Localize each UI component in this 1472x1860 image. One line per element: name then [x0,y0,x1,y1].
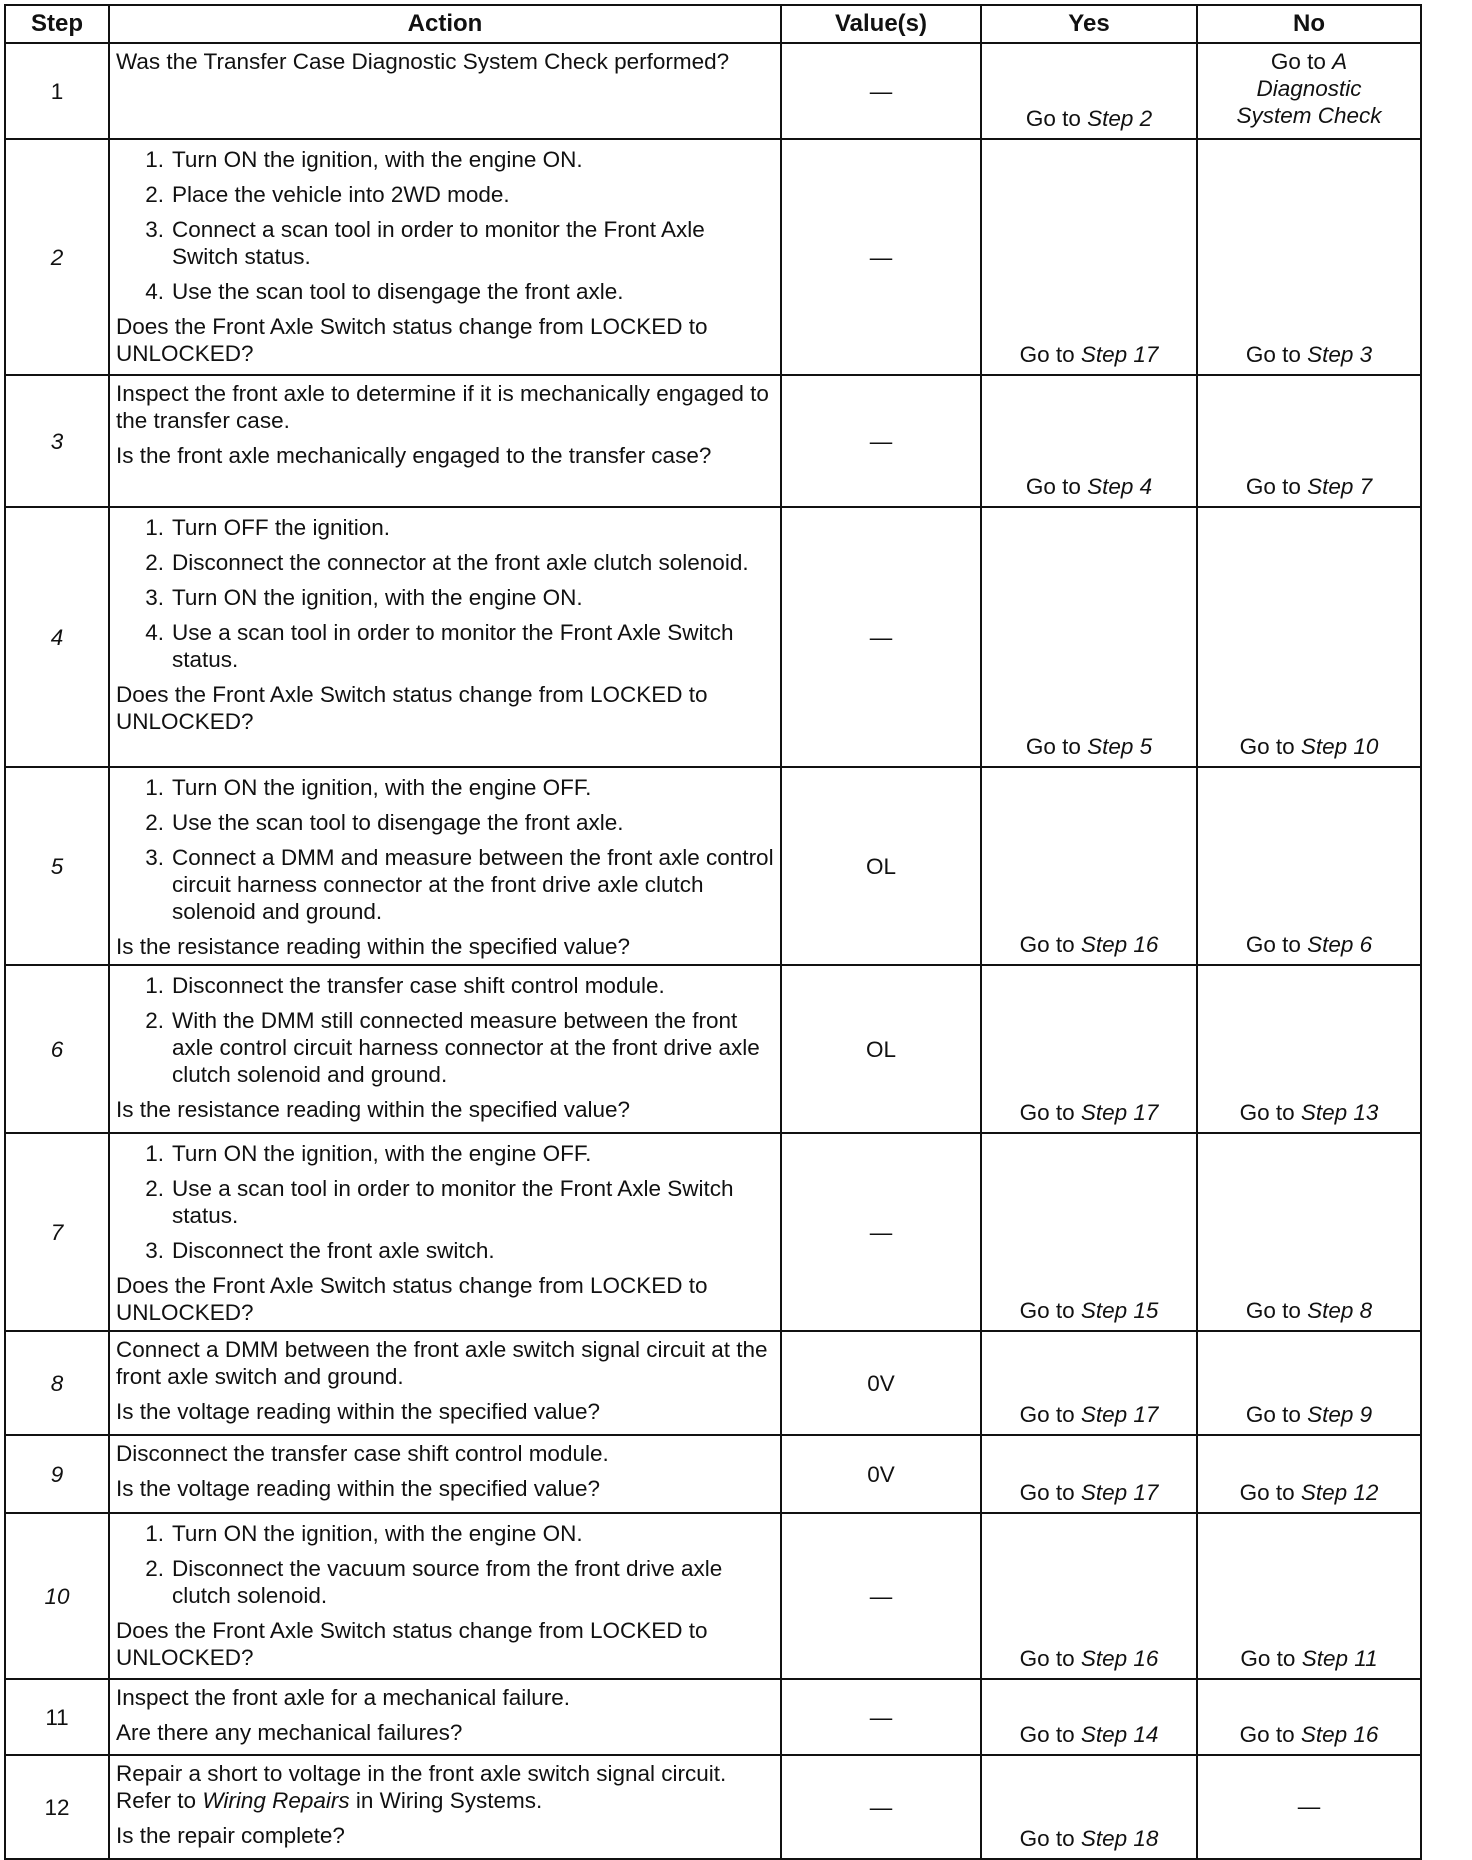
table-row [5,1331,1421,1435]
yes-step-link[interactable]: Step 17 [1080,342,1159,367]
yes-cell[interactable]: Go to Step 18 [981,1755,1197,1859]
no-step-link[interactable]: Step 8 [1307,1298,1373,1323]
step-number: 7 [5,1133,109,1331]
action-cell [109,43,781,139]
goto-label: Go to [1270,49,1326,74]
yes-cell[interactable]: Go to Step 17 [981,1435,1197,1513]
yes-step-link[interactable]: Step 15 [1080,1298,1159,1323]
question-text: Does the Front Axle Switch status change from LOCKED to UNLOCKED? [116,314,708,366]
list-item: 2. Disconnect the vacuum source from the front drive axle clutch solenoid. [145,1556,723,1608]
table-row [5,1435,1421,1513]
question-text: Is the voltage reading within the specified value? [116,1476,601,1501]
no-cell[interactable]: Go to Step 16 [1197,1679,1421,1755]
question-text: Does the Front Axle Switch status change from LOCKED to UNLOCKED? [116,682,708,734]
diagnostic-table [4,4,1422,1860]
value-cell: — [781,1755,981,1859]
step-number: 2 [5,139,109,375]
action-text: Was the Transfer Case Diagnostic System Check performed? [116,49,730,74]
no-cell[interactable]: Go to Step 9 [1197,1331,1421,1435]
action-text: Inspect the front axle for a mechanical failure. [116,1685,570,1710]
step-number: 6 [5,965,109,1133]
list-item: 1. Turn ON the ignition, with the engine OFF. [145,775,592,800]
value-cell: 0V [781,1331,981,1435]
action-cell [109,1755,781,1859]
no-step-link[interactable]: Step 11 [1301,1646,1378,1671]
value-cell: — [781,507,981,767]
yes-step-link[interactable]: Step 2 [1087,106,1153,131]
action-cell [109,1435,781,1513]
question-text: Is the resistance reading within the specified value? [116,1097,631,1122]
table-row [5,1513,1421,1679]
table-row [5,1133,1421,1331]
table-row [5,1679,1421,1755]
list-item: 2. Use a scan tool in order to monitor the Front Axle Switch status. [145,1176,734,1228]
no-step-link[interactable]: Step 7 [1307,474,1373,499]
no-step-link[interactable]: Step 13 [1300,1100,1379,1125]
table-row [5,767,1421,965]
question-text: Is the repair complete? [116,1823,345,1848]
no-step-link[interactable]: Step 12 [1300,1480,1379,1505]
question-text: Is the resistance reading within the specified value? [116,934,631,959]
value-cell: 0V [781,1435,981,1513]
no-step-link[interactable]: Step 16 [1300,1722,1379,1747]
yes-step-link[interactable]: Step 4 [1087,474,1153,499]
list-item: 1. Turn ON the ignition, with the engine ON. [145,1521,583,1546]
table-row [5,43,1421,139]
list-item: 1. Disconnect the transfer case shift control module. [145,973,665,998]
no-cell[interactable]: Go to Step 6 [1197,767,1421,965]
yes-cell[interactable]: Go to Step 5 [981,507,1197,767]
list-item: 1. Turn ON the ignition, with the engine ON. [145,147,583,172]
yes-cell[interactable]: Go to Step 17 [981,965,1197,1133]
header-no: No [1197,5,1421,43]
header-yes: Yes [981,5,1197,43]
list-item: 3. Turn ON the ignition, with the engine ON. [145,585,583,610]
value-cell: — [781,1133,981,1331]
list-item: 3. Connect a scan tool in order to monitor the Front Axle Switch status. [145,217,705,269]
no-cell[interactable]: Go to Step 13 [1197,965,1421,1133]
list-item: 3. Connect a DMM and measure between the front axle control circuit harness connector at the front drive axle clutch solenoid and ground. [145,845,774,924]
no-cell[interactable]: Go to Step 7 [1197,375,1421,507]
value-cell: — [781,139,981,375]
step-number: 8 [5,1331,109,1435]
no-cell[interactable] [1197,43,1421,139]
step-number: 9 [5,1435,109,1513]
no-cell[interactable]: Go to Step 11 [1197,1513,1421,1679]
step-number: 5 [5,767,109,965]
action-cell [109,507,781,767]
step-number: 10 [5,1513,109,1679]
step-number: 1 [5,43,109,139]
no-link-part[interactable]: System Check [1236,103,1382,128]
question-text: Does the Front Axle Switch status change from LOCKED to UNLOCKED? [116,1618,708,1670]
no-cell[interactable]: Go to Step 12 [1197,1435,1421,1513]
list-item: 2. Place the vehicle into 2WD mode. [145,182,510,207]
yes-step-link[interactable]: Step 16 [1080,932,1159,957]
yes-step-link[interactable]: Step 16 [1080,1646,1159,1671]
action-cell [109,1679,781,1755]
no-cell[interactable]: Go to Step 3 [1197,139,1421,375]
header-row [5,5,1421,43]
value-cell: — [781,43,981,139]
value-cell: — [781,1513,981,1679]
table-row [5,507,1421,767]
list-item: 3. Disconnect the front axle switch. [145,1238,495,1263]
no-link-part[interactable]: A [1332,49,1348,74]
question-text: Are there any mechanical failures? [116,1720,463,1745]
yes-step-link[interactable]: Step 14 [1080,1722,1159,1747]
action-text: Repair a short to voltage in the front axle switch signal circuit. Refer to Wiring Repairs in Wiring Systems. [116,1761,727,1813]
yes-step-link[interactable]: Step 17 [1080,1402,1159,1427]
question-text: Is the voltage reading within the specified value? [116,1399,601,1424]
action-cell [109,767,781,965]
yes-cell[interactable]: Go to Step 4 [981,375,1197,507]
no-step-link[interactable]: Step 9 [1307,1402,1373,1427]
goto-label: Go to [1025,106,1081,131]
yes-cell[interactable]: Go to Step 17 [981,1331,1197,1435]
list-item: 2. Use the scan tool to disengage the front axle. [145,810,624,835]
list-item: 4. Use a scan tool in order to monitor the Front Axle Switch status. [145,620,734,672]
action-text: Inspect the front axle to determine if it is mechanically engaged to the transfer case. [116,381,769,433]
step-number: 11 [5,1679,109,1755]
yes-cell[interactable]: Go to Step 17 [981,139,1197,375]
value-cell: — [781,1679,981,1755]
value-cell: OL [781,767,981,965]
yes-cell[interactable]: Go to Step 16 [981,767,1197,965]
action-text: Connect a DMM between the front axle switch signal circuit at the front axle switch and ground. [116,1337,768,1389]
action-cell [109,139,781,375]
action-cell [109,1513,781,1679]
question-text: Is the front axle mechanically engaged to the transfer case? [116,443,712,468]
list-item: 1. Turn ON the ignition, with the engine OFF. [145,1141,592,1166]
yes-step-link[interactable]: Step 17 [1080,1100,1159,1125]
yes-cell[interactable]: Go to Step 15 [981,1133,1197,1331]
list-item: 4. Use the scan tool to disengage the front axle. [145,279,624,304]
action-cell [109,375,781,507]
list-item: 2. Disconnect the connector at the front axle clutch solenoid. [145,550,749,575]
no-step-link[interactable]: Step 3 [1307,342,1373,367]
yes-cell[interactable]: Go to Step 14 [981,1679,1197,1755]
header-step: Step [5,5,109,43]
list-item: 2. With the DMM still connected measure between the front axle control circuit harness connector at the front drive axle clutch solenoid and ground. [145,1008,760,1087]
yes-cell[interactable]: Go to Step 16 [981,1513,1197,1679]
action-text: Disconnect the transfer case shift control module. [116,1441,609,1466]
step-number: 4 [5,507,109,767]
header-action: Action [109,5,781,43]
yes-cell[interactable] [981,43,1197,139]
no-cell[interactable]: Go to Step 10 [1197,507,1421,767]
no-link-part[interactable]: Diagnostic [1256,76,1362,101]
header-values: Value(s) [781,5,981,43]
no-step-link[interactable]: Step 6 [1307,932,1373,957]
table-row [5,1755,1421,1859]
list-item: 1. Turn OFF the ignition. [145,515,391,540]
table-row [5,965,1421,1133]
no-cell[interactable]: Go to Step 8 [1197,1133,1421,1331]
no-cell: — [1197,1755,1421,1859]
yes-step-link[interactable]: Step 18 [1080,1826,1159,1851]
yes-step-link[interactable]: Step 5 [1087,734,1153,759]
action-cell [109,1133,781,1331]
no-step-link[interactable]: Step 10 [1300,734,1379,759]
question-text: Does the Front Axle Switch status change from LOCKED to UNLOCKED? [116,1273,708,1325]
step-number: 12 [5,1755,109,1859]
table-row [5,375,1421,507]
value-cell: — [781,375,981,507]
action-cell [109,1331,781,1435]
step-number: 3 [5,375,109,507]
table-row [5,139,1421,375]
value-cell: OL [781,965,981,1133]
wiring-repairs-ref[interactable]: Wiring Repairs [202,1788,350,1813]
yes-step-link[interactable]: Step 17 [1080,1480,1159,1505]
action-cell [109,965,781,1133]
